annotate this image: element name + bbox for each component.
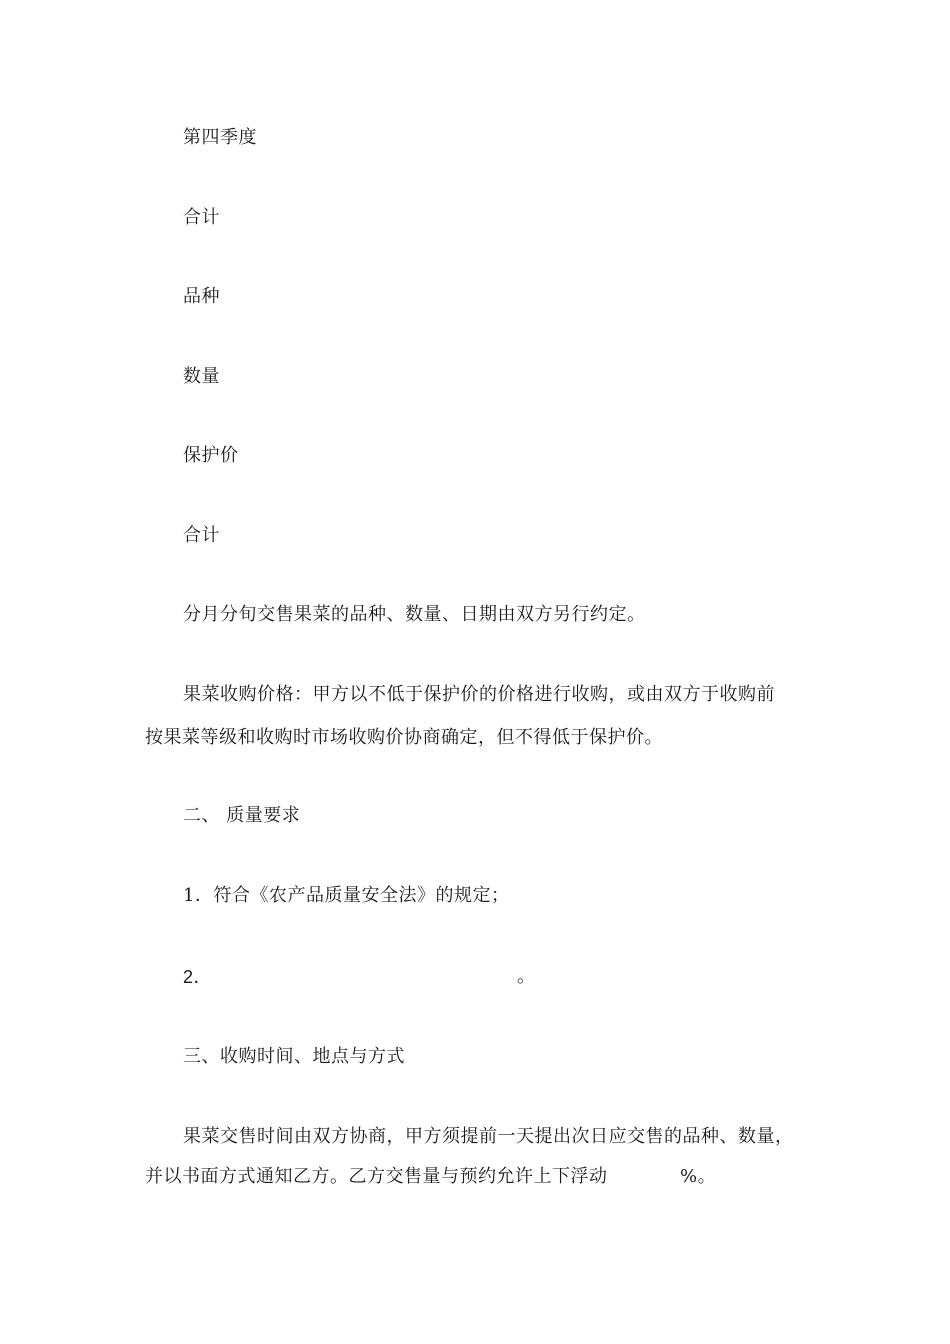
price-paragraph-line-2: 按果菜等级和收购时市场收购价协商确定，但不得低于保护价。 <box>145 727 663 748</box>
variety-label: 品种 <box>183 286 220 307</box>
quantity-label: 数量 <box>183 366 220 387</box>
quality-item-2-number: 2． <box>183 967 213 987</box>
monthly-note-paragraph: 分月分旬交售果菜的品种、数量、日期由双方另行约定。 <box>183 604 646 625</box>
quality-item-2-end: 。 <box>517 966 536 987</box>
section-heading-time-place: 三、收购时间、地点与方式 <box>183 1046 405 1067</box>
protect-price-label: 保护价 <box>183 445 239 466</box>
total-label: 合计 <box>183 207 220 228</box>
quarter-label: 第四季度 <box>183 127 257 148</box>
time-paragraph-percent: %。 <box>680 1166 717 1187</box>
quality-item-1: 1．符合《农产品质量安全法》的规定； <box>183 885 510 906</box>
time-paragraph-line-1: 果菜交售时间由双方协商，甲方须提前一天提出次日应交售的品种、数量， <box>183 1126 794 1147</box>
price-paragraph-line-1: 果菜收购价格：甲方以不低于保护价的价格进行收购，或由双方于收购前 <box>183 684 775 705</box>
total-label-2: 合计 <box>183 525 220 546</box>
time-paragraph-line-2: 并以书面方式通知乙方。乙方交售量与预约允许上下浮动 <box>145 1166 608 1187</box>
section-heading-quality: 二、 质量要求 <box>183 805 301 826</box>
